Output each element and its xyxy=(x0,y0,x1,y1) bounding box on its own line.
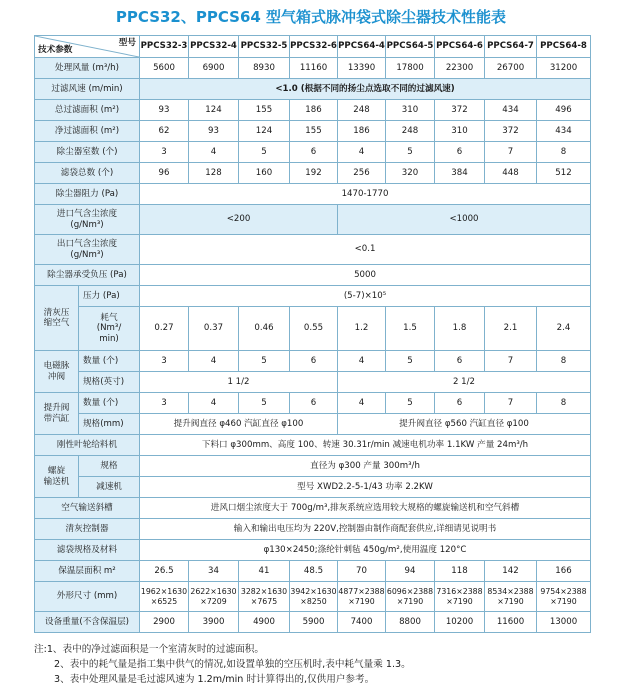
value-cell: 4900 xyxy=(239,612,290,633)
row-label: 滤袋总数 (个) xyxy=(35,163,140,184)
value-cell: 155 xyxy=(239,100,290,121)
label-line: 输送机 xyxy=(43,476,70,487)
row-inlet-concentration xyxy=(35,205,591,235)
value-cell: 434 xyxy=(485,100,537,121)
value-cell: <0.1 xyxy=(140,235,591,265)
value-cell: 124 xyxy=(239,121,290,142)
value-cell: 6 xyxy=(435,393,485,414)
value-cell xyxy=(537,582,591,612)
value-cell: 1470-1770 xyxy=(140,184,591,205)
row-pulse-valve-qty xyxy=(35,351,591,372)
dim-line: ×7190 xyxy=(550,596,577,606)
sub-label: 压力 (Pa) xyxy=(79,286,140,307)
value-cell: φ130×2450;涤纶针刺毡 450g/m²,使用温度 120°C xyxy=(140,540,591,561)
value-cell: 3 xyxy=(140,351,189,372)
row-screw-conveyor-reducer xyxy=(35,477,591,498)
dim-line: 3942×1630 xyxy=(290,587,337,597)
value-cell: 118 xyxy=(435,561,485,582)
row-insulation xyxy=(35,561,591,582)
value-cell: 6 xyxy=(435,142,485,163)
dim-line: ×7190 xyxy=(348,596,375,606)
row-label: 处理风量 (m³/h) xyxy=(35,58,140,79)
value-cell: 5 xyxy=(239,142,290,163)
value-cell: 7 xyxy=(485,393,537,414)
value-cell: 93 xyxy=(140,100,189,121)
notes xyxy=(34,642,411,687)
value-cell: 2.4 xyxy=(537,307,591,351)
row-label: 净过滤面积 (m²) xyxy=(35,121,140,142)
value-cell: (5-7)×10⁵ xyxy=(140,286,591,307)
row-filter-speed xyxy=(35,79,591,100)
value-cell: 1 1/2 xyxy=(140,372,338,393)
value-cell: 6 xyxy=(290,142,338,163)
value-cell: 4 xyxy=(189,351,239,372)
row-label: 除尘器阻力 (Pa) xyxy=(35,184,140,205)
value-cell: 434 xyxy=(537,121,591,142)
row-lift-valve-qty xyxy=(35,393,591,414)
group-label xyxy=(35,393,79,435)
note-line: 2、表中的耗气量是指工集中供气的情况,如设置单独的空压机时,表中耗气量乘 1.3。 xyxy=(54,659,411,670)
value-cell: 5900 xyxy=(290,612,338,633)
value-cell: 496 xyxy=(537,100,591,121)
row-resistance xyxy=(35,184,591,205)
value-cell: 直径为 φ300 产量 300m³/h xyxy=(140,456,591,477)
value-cell xyxy=(189,582,239,612)
value-cell: 8800 xyxy=(386,612,435,633)
value-cell xyxy=(140,582,189,612)
value-cell: 186 xyxy=(290,100,338,121)
row-label: 滤袋规格及材料 xyxy=(35,540,140,561)
value-cell: 94 xyxy=(386,561,435,582)
row-net-area xyxy=(35,121,591,142)
value-cell: 372 xyxy=(485,121,537,142)
value-cell: 7 xyxy=(485,142,537,163)
value-cell: 0.46 xyxy=(239,307,290,351)
value-cell: <1000 xyxy=(338,205,591,235)
spec-table xyxy=(34,35,591,633)
value-cell: 8930 xyxy=(239,58,290,79)
value-cell: 26.5 xyxy=(140,561,189,582)
value-cell: 5000 xyxy=(140,265,591,286)
row-label: 过滤风速 (m/min) xyxy=(35,79,140,100)
corner-model-label: 型号 xyxy=(118,38,136,48)
row-total-area xyxy=(35,100,591,121)
label-line: 提升阀 xyxy=(43,403,70,414)
value-cell: 31200 xyxy=(537,58,591,79)
value-cell: 13000 xyxy=(537,612,591,633)
value-cell: 6900 xyxy=(189,58,239,79)
value-cell: <200 xyxy=(140,205,338,235)
value-cell: 4 xyxy=(338,142,386,163)
value-cell: 0.27 xyxy=(140,307,189,351)
value-cell: 166 xyxy=(537,561,591,582)
value-cell: 6 xyxy=(290,351,338,372)
value-cell: 5 xyxy=(386,142,435,163)
value-cell: 5600 xyxy=(140,58,189,79)
value-cell: 192 xyxy=(290,163,338,184)
value-cell: 3 xyxy=(140,393,189,414)
value-cell: 248 xyxy=(338,100,386,121)
label-line: 进口气含尘浓度 xyxy=(56,209,118,220)
note-line: 3、表中处理风量是毛过滤风速为 1.2m/min 时计算得出的,仅供用户参考。 xyxy=(54,674,375,685)
label-line: 电磁脉 xyxy=(43,361,70,372)
model-header: PPCS64-6 xyxy=(435,36,485,58)
value-cell: 提升阀直径 φ460 汽缸直径 φ100 xyxy=(140,414,338,435)
value-cell: 11160 xyxy=(290,58,338,79)
sub-label: 规格(英寸) xyxy=(79,372,140,393)
value-cell xyxy=(239,582,290,612)
dim-line: 9754×2388 xyxy=(540,587,587,597)
row-label: 外形尺寸 (mm) xyxy=(35,582,140,612)
value-cell: 310 xyxy=(386,100,435,121)
value-cell: 10200 xyxy=(435,612,485,633)
value-cell: 2900 xyxy=(140,612,189,633)
value-cell: 448 xyxy=(485,163,537,184)
value-cell: 512 xyxy=(537,163,591,184)
value-cell: 6 xyxy=(290,393,338,414)
value-cell: 160 xyxy=(239,163,290,184)
label-line: 缩空气 xyxy=(43,318,70,328)
row-air-volume xyxy=(35,58,591,79)
value-cell: 7 xyxy=(485,351,537,372)
dim-line: 3282×1630 xyxy=(240,587,288,597)
value-cell: 8 xyxy=(537,393,591,414)
row-outlet-concentration xyxy=(35,235,591,265)
value-cell: 5 xyxy=(386,393,435,414)
value-cell: 128 xyxy=(189,163,239,184)
value-cell: 142 xyxy=(485,561,537,582)
row-label: 空气输送斜槽 xyxy=(35,498,140,519)
dim-line: ×7190 xyxy=(446,596,473,606)
page-title: PPCS32、PPCS64 型气箱式脉冲袋式除尘器技术性能表 xyxy=(115,8,507,26)
sub-label: 规格(mm) xyxy=(79,414,140,435)
label-line: (Nm³/ xyxy=(96,323,122,334)
value-cell: 下料口 φ300mm、高度 100、转速 30.31r/min 减速电机功率 1.1KW 产量 24m³/h xyxy=(140,435,591,456)
label-line: (g/Nm³) xyxy=(70,219,104,230)
value-cell: 1.2 xyxy=(338,307,386,351)
row-controller xyxy=(35,519,591,540)
value-cell: 70 xyxy=(338,561,386,582)
row-screw-conveyor-spec xyxy=(35,456,591,477)
value-cell: 进风口烟尘浓度大于 700g/m³,排灰系统应选用较大规格的螺旋输送机和空气斜槽 xyxy=(140,498,591,519)
dim-line: ×7190 xyxy=(497,596,524,606)
value-cell: 提升阀直径 φ560 汽缸直径 φ100 xyxy=(338,414,591,435)
label-line: 带汽缸 xyxy=(43,413,70,424)
value-cell: 5 xyxy=(239,351,290,372)
row-label xyxy=(35,205,140,235)
value-cell: 4 xyxy=(189,393,239,414)
row-lift-valve-spec xyxy=(35,414,591,435)
dim-line: 8534×2388 xyxy=(487,587,534,597)
label-line: 出口气含尘浓度 xyxy=(56,239,118,250)
group-label xyxy=(35,286,79,351)
row-chambers xyxy=(35,142,591,163)
value-cell: 248 xyxy=(386,121,435,142)
sub-label: 数量 (个) xyxy=(79,393,140,414)
sub-label: 规格 xyxy=(79,456,140,477)
value-cell: 4 xyxy=(189,142,239,163)
value-cell: 8 xyxy=(537,142,591,163)
value-cell: 96 xyxy=(140,163,189,184)
value-cell: <1.0 (根据不同的扬尘点选取不同的过滤风速) xyxy=(140,79,591,100)
value-cell: 256 xyxy=(338,163,386,184)
row-cleaning-pressure xyxy=(35,286,591,307)
value-cell: 4 xyxy=(338,351,386,372)
value-cell: 93 xyxy=(189,121,239,142)
row-dimensions xyxy=(35,582,591,612)
value-cell: 310 xyxy=(435,121,485,142)
value-cell: 155 xyxy=(290,121,338,142)
model-header: PPCS32-6 xyxy=(290,36,338,58)
model-header: PPCS64-4 xyxy=(338,36,386,58)
group-label xyxy=(35,351,79,393)
value-cell: 41 xyxy=(239,561,290,582)
row-label: 除尘器室数 (个) xyxy=(35,142,140,163)
value-cell: 17800 xyxy=(386,58,435,79)
header-row xyxy=(35,36,591,58)
dim-line: ×7209 xyxy=(200,596,227,606)
label-line: (g/Nm³) xyxy=(70,249,104,260)
row-negative-pressure xyxy=(35,265,591,286)
model-header: PPCS32-5 xyxy=(239,36,290,58)
row-label: 刚性叶轮给料机 xyxy=(35,435,140,456)
value-cell: 26700 xyxy=(485,58,537,79)
value-cell: 186 xyxy=(338,121,386,142)
value-cell: 22300 xyxy=(435,58,485,79)
group-label xyxy=(35,456,79,498)
dim-line: ×7675 xyxy=(250,596,278,606)
value-cell: 124 xyxy=(189,100,239,121)
value-cell: 4 xyxy=(338,393,386,414)
row-label: 设备重量(不含保温层) xyxy=(35,612,140,633)
model-header: PPCS32-4 xyxy=(189,36,239,58)
label-line: 冲阀 xyxy=(47,371,66,382)
corner-header-cell xyxy=(35,36,140,58)
dim-line: ×6525 xyxy=(150,596,178,606)
value-cell: 8 xyxy=(537,351,591,372)
value-cell: 7400 xyxy=(338,612,386,633)
value-cell: 5 xyxy=(386,351,435,372)
value-cell xyxy=(338,582,386,612)
value-cell: 输入和输出电压均为 220V,控制器由制作商配套供应,详细请见说明书 xyxy=(140,519,591,540)
value-cell: 6 xyxy=(435,351,485,372)
row-label: 清灰控制器 xyxy=(35,519,140,540)
row-air-slide xyxy=(35,498,591,519)
value-cell: 2.1 xyxy=(485,307,537,351)
value-cell: 型号 XWD2.2-5-1/43 功率 2.2KW xyxy=(140,477,591,498)
row-cleaning-consumption xyxy=(35,307,591,351)
label-line: 清灰压 xyxy=(43,307,70,318)
value-cell: 1.5 xyxy=(386,307,435,351)
value-cell xyxy=(485,582,537,612)
value-cell: 3 xyxy=(140,142,189,163)
note-line: 注:1、表中的净过滤面积是一个室清灰时的过滤面积。 xyxy=(34,644,264,655)
row-label xyxy=(35,235,140,265)
row-weight xyxy=(35,612,591,633)
sub-label: 减速机 xyxy=(79,477,140,498)
value-cell: 0.55 xyxy=(290,307,338,351)
value-cell: 62 xyxy=(140,121,189,142)
corner-param-label: 技术参数 xyxy=(38,44,73,55)
value-cell xyxy=(435,582,485,612)
model-header: PPCS64-8 xyxy=(537,36,591,58)
dim-line: 4877×2388 xyxy=(338,587,385,597)
value-cell: 13390 xyxy=(338,58,386,79)
row-label: 总过滤面积 (m²) xyxy=(35,100,140,121)
dim-line: 1962×1630 xyxy=(140,587,188,597)
label-line: 螺旋 xyxy=(47,466,66,477)
value-cell: 1.8 xyxy=(435,307,485,351)
value-cell: 320 xyxy=(386,163,435,184)
value-cell: 3900 xyxy=(189,612,239,633)
row-label: 除尘器承受负压 (Pa) xyxy=(35,265,140,286)
dim-line: ×8250 xyxy=(300,596,327,606)
model-header: PPCS64-5 xyxy=(386,36,435,58)
dim-line: 2622×1630 xyxy=(190,587,237,597)
value-cell: 0.37 xyxy=(189,307,239,351)
row-pulse-valve-spec xyxy=(35,372,591,393)
model-header: PPCS64-7 xyxy=(485,36,537,58)
row-label: 保温层面积 m² xyxy=(35,561,140,582)
sub-label xyxy=(79,307,140,351)
value-cell: 5 xyxy=(239,393,290,414)
model-header: PPCS32-3 xyxy=(140,36,189,58)
row-bag-spec xyxy=(35,540,591,561)
value-cell: 48.5 xyxy=(290,561,338,582)
dim-line: ×7190 xyxy=(396,596,424,606)
value-cell: 2 1/2 xyxy=(338,372,591,393)
value-cell: 384 xyxy=(435,163,485,184)
sub-label: 数量 (个) xyxy=(79,351,140,372)
value-cell: 34 xyxy=(189,561,239,582)
value-cell: 11600 xyxy=(485,612,537,633)
row-rotary-feeder xyxy=(35,435,591,456)
value-cell xyxy=(386,582,435,612)
dim-line: 7316×2388 xyxy=(436,587,483,597)
label-line: 耗气 xyxy=(100,313,118,324)
value-cell xyxy=(290,582,338,612)
value-cell: 372 xyxy=(435,100,485,121)
row-bags xyxy=(35,163,591,184)
label-line: min) xyxy=(99,333,119,344)
dim-line: 6096×2388 xyxy=(386,587,434,597)
